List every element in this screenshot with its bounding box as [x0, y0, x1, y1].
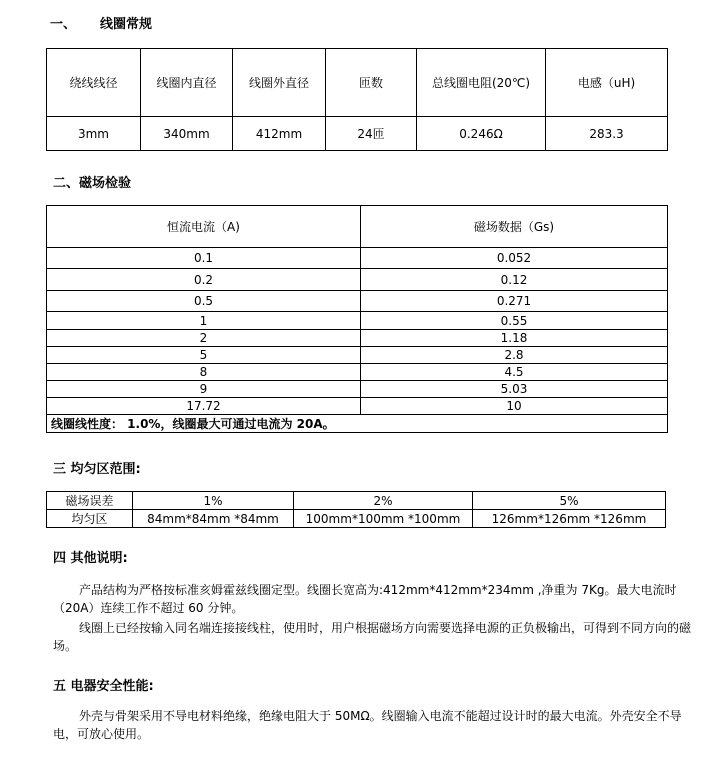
table-cell: 2: [47, 330, 361, 347]
note-paragraph-structure: 产品结构为严格按标准亥姆霍兹线圈定型。线圈长宽高为:412mm*412mm*234mm ,净重为 7Kg。最大电流时（20A）连续工作不超过 60 分钟。: [53, 583, 677, 615]
table-header-cell: 总线圈电阻(20℃): [417, 49, 546, 117]
linearity-summary: 线圈线性度： 1.0%，线圈最大可通过电流为 20A。: [47, 415, 668, 433]
table-row: [47, 206, 668, 248]
table-cell: 10: [361, 398, 668, 415]
table-header-cell: 恒流电流（A): [47, 206, 361, 248]
table-cell: 3mm: [47, 117, 141, 151]
table-cell: 0.271: [361, 291, 668, 312]
table-cell: 0.12: [361, 269, 668, 291]
magnetic-field-table: [46, 205, 668, 433]
table-row: [47, 415, 668, 433]
table-cell: 4.5: [361, 364, 668, 381]
table-row: [47, 398, 668, 415]
table-row: [47, 117, 668, 151]
table-cell: 0.246Ω: [417, 117, 546, 151]
table-cell: 84mm*84mm *84mm: [133, 510, 294, 528]
table-row: [47, 49, 668, 117]
coil-spec-table: [46, 48, 668, 151]
table-header-cell: 绕线线径: [47, 49, 141, 117]
table-row: [47, 510, 666, 528]
table-cell: 5.03: [361, 381, 668, 398]
table-cell: 24匝: [326, 117, 417, 151]
table-cell: 283.3: [546, 117, 668, 151]
section-5-title: 五 电器安全性能:: [53, 679, 154, 694]
table-cell: 9: [47, 381, 361, 398]
table-row: [47, 312, 668, 330]
table-cell: 0.55: [361, 312, 668, 330]
table-cell: 412mm: [233, 117, 326, 151]
table-header-cell: 磁场误差: [47, 492, 133, 510]
table-header-cell: 2%: [294, 492, 473, 510]
table-row: [47, 330, 668, 347]
table-header-cell: 电感（uH): [546, 49, 668, 117]
table-row: [47, 492, 666, 510]
table-row: [47, 364, 668, 381]
note-paragraph-wiring: 线圈上已经按输入同名端连接接线柱，使用时，用户根据磁场方向需要选择电源的正负极输出，可得到不同方向的磁场。: [53, 621, 692, 653]
table-cell: 100mm*100mm *100mm: [294, 510, 473, 528]
table-cell: 8: [47, 364, 361, 381]
table-cell: 5: [47, 347, 361, 364]
table-row: [47, 269, 668, 291]
section-4-title: 四 其他说明:: [53, 551, 128, 566]
table-cell: 0.5: [47, 291, 361, 312]
table-row: [47, 381, 668, 398]
table-cell: 340mm: [141, 117, 233, 151]
table-cell: 均匀区: [47, 510, 133, 528]
note-paragraph-safety: 外壳与骨架采用不导电材料绝缘，绝缘电阻大于 50MΩ。线圈输入电流不能超过设计时的最大电流。外壳安全不导电，可放心使用。: [53, 709, 682, 741]
table-cell: 1.18: [361, 330, 668, 347]
table-header-cell: 匝数: [326, 49, 417, 117]
section-2-title: 二、磁场检验: [53, 176, 132, 191]
table-cell: 0.052: [361, 248, 668, 269]
table-header-cell: 线圈内直径: [141, 49, 233, 117]
table-row: [47, 248, 668, 269]
table-cell: 0.1: [47, 248, 361, 269]
section-1-number: 一、: [50, 17, 77, 32]
table-cell: 17.72: [47, 398, 361, 415]
table-cell: 126mm*126mm *126mm: [473, 510, 666, 528]
uniform-region-table: [46, 491, 666, 528]
table-header-cell: 磁场数据（Gs): [361, 206, 668, 248]
table-row: [47, 347, 668, 364]
table-cell: 2.8: [361, 347, 668, 364]
section-3-title: 三 均匀区范围:: [53, 462, 141, 477]
table-row: [47, 291, 668, 312]
table-header-cell: 线圈外直径: [233, 49, 326, 117]
table-cell: 0.2: [47, 269, 361, 291]
table-header-cell: 1%: [133, 492, 294, 510]
section-1-title: 线圈常规: [100, 17, 153, 32]
table-cell: 1: [47, 312, 361, 330]
table-header-cell: 5%: [473, 492, 666, 510]
